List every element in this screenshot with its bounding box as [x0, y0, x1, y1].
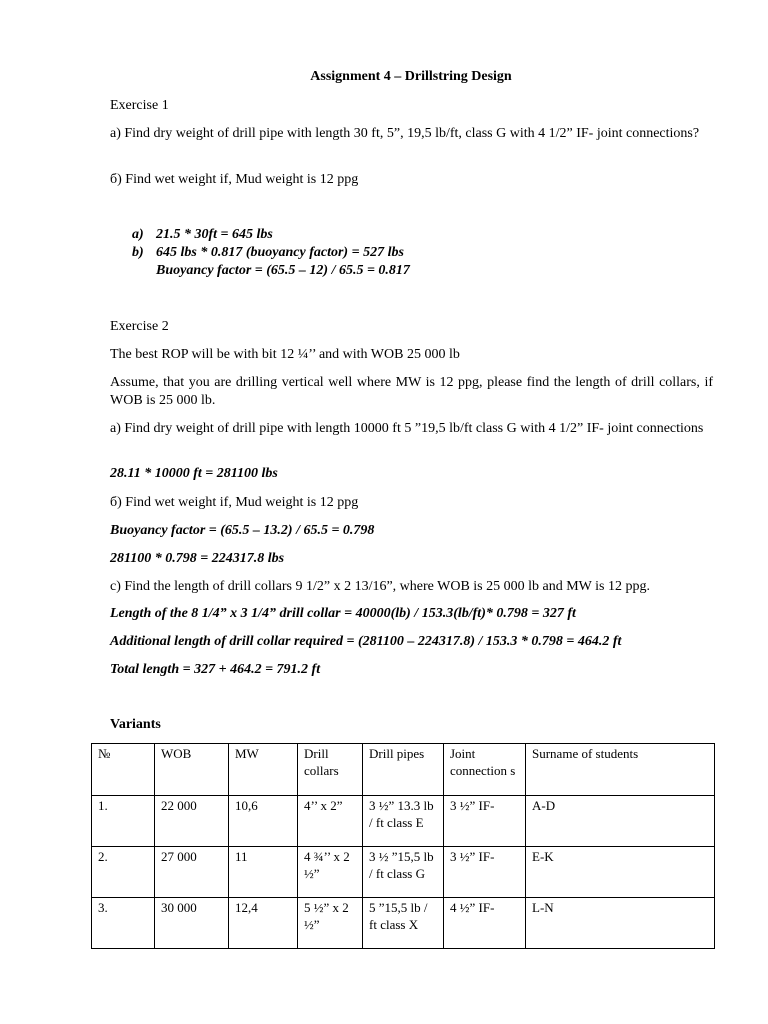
- table-cell: 3 ½” IF-: [444, 796, 526, 847]
- exercise-2-question-a: a) Find dry weight of drill pipe with length 10000 ft 5 ”19,5 lb/ft class G with 4 1/2” IF- joint connections: [110, 421, 704, 436]
- exercise-1-buoyancy-factor: Buoyancy factor = (65.5 – 12) / 65.5 = 0.817: [156, 263, 410, 278]
- exercise-2-answer-c-total: Total length = 327 + 464.2 = 791.2 ft: [110, 662, 321, 677]
- answer-a-text: 21.5 * 30ft = 645 lbs: [156, 227, 273, 242]
- table-cell: 2.: [92, 847, 155, 898]
- table-cell: 4 ¾’’ x 2 ½”: [298, 847, 363, 898]
- table-header-cell: WOB: [155, 744, 229, 796]
- table-cell: A-D: [526, 796, 715, 847]
- table-cell: 5 ”15,5 lb / ft class X: [363, 898, 444, 949]
- table-cell: 30 000: [155, 898, 229, 949]
- variants-heading: Variants: [110, 717, 161, 732]
- variants-table: [91, 743, 715, 949]
- exercise-1-answer-a: [132, 226, 273, 244]
- answer-b-label: b): [132, 245, 144, 260]
- exercise-2-answer-c-additional: Additional length of drill collar required = (281100 – 224317.8) / 153.3 * 0.798 = 464.2 ft: [110, 634, 622, 649]
- exercise-1-question-a: a) Find dry weight of drill pipe with length 30 ft, 5”, 19,5 lb/ft, class G with 4 1/2” IF- joint connections?: [110, 126, 700, 141]
- table-cell: L-N: [526, 898, 715, 949]
- table-cell: 22 000: [155, 796, 229, 847]
- exercise-2-answer-a: 28.11 * 10000 ft = 281100 lbs: [110, 466, 278, 481]
- table-cell: 4’’ x 2”: [298, 796, 363, 847]
- exercise-2-question-b: б) Find wet weight if, Mud weight is 12 ppg: [110, 495, 359, 510]
- table-cell: 5 ½” x 2 ½”: [298, 898, 363, 949]
- exercise-2-heading: Exercise 2: [110, 319, 169, 334]
- answer-b-text: 645 lbs * 0.817 (buoyancy factor) = 527 lbs: [156, 245, 404, 260]
- exercise-2-intro: The best ROP will be with bit 12 ¼’’ and with WOB 25 000 lb: [110, 347, 460, 362]
- table-cell: 10,6: [229, 796, 298, 847]
- exercise-2-question-c: c) Find the length of drill collars 9 1/2” x 2 13/16”, where WOB is 25 000 lb and MW is 12 ppg.: [110, 579, 650, 594]
- page-title: Assignment 4 – Drillstring Design: [310, 69, 512, 84]
- table-cell: 27 000: [155, 847, 229, 898]
- table-cell: 3 ½” IF-: [444, 847, 526, 898]
- table-cell: 11: [229, 847, 298, 898]
- table-cell: 3 ½” 13.3 lb / ft class E: [363, 796, 444, 847]
- table-header-cell: MW: [229, 744, 298, 796]
- exercise-1-question-b: б) Find wet weight if, Mud weight is 12 ppg: [110, 172, 359, 187]
- table-header-cell: Drill pipes: [363, 744, 444, 796]
- answer-a-label: a): [132, 227, 144, 242]
- table-header-cell: №: [92, 744, 155, 796]
- table-header-cell: Surname of students: [526, 744, 715, 796]
- exercise-1-heading: Exercise 1: [110, 98, 169, 113]
- table-row: [92, 847, 715, 898]
- table-header-row: [92, 744, 715, 796]
- table-row: [92, 898, 715, 949]
- exercise-2-answer-b-weight: 281100 * 0.798 = 224317.8 lbs: [110, 551, 285, 566]
- table-cell: 3.: [92, 898, 155, 949]
- exercise-1-answer-b: [132, 244, 404, 262]
- exercise-2-answer-c-length: Length of the 8 1/4” x 3 1/4” drill collar = 40000(lb) / 153.3(lb/ft)* 0.798 = 327 ft: [110, 606, 576, 621]
- table-header-cell: Joint connection s: [444, 744, 526, 796]
- table-cell: 3 ½ ”15,5 lb / ft class G: [363, 847, 444, 898]
- exercise-2-assumption: Assume, that you are drilling vertical well where MW is 12 ppg, please find the length of drill collars, if WOB is 25 000 lb.: [110, 375, 713, 408]
- table-cell: 4 ½” IF-: [444, 898, 526, 949]
- table-row: [92, 796, 715, 847]
- table-cell: E-K: [526, 847, 715, 898]
- table-cell: 12,4: [229, 898, 298, 949]
- exercise-2-answer-b-factor: Buoyancy factor = (65.5 – 13.2) / 65.5 = 0.798: [110, 523, 375, 538]
- table-cell: 1.: [92, 796, 155, 847]
- table-header-cell: Drill collars: [298, 744, 363, 796]
